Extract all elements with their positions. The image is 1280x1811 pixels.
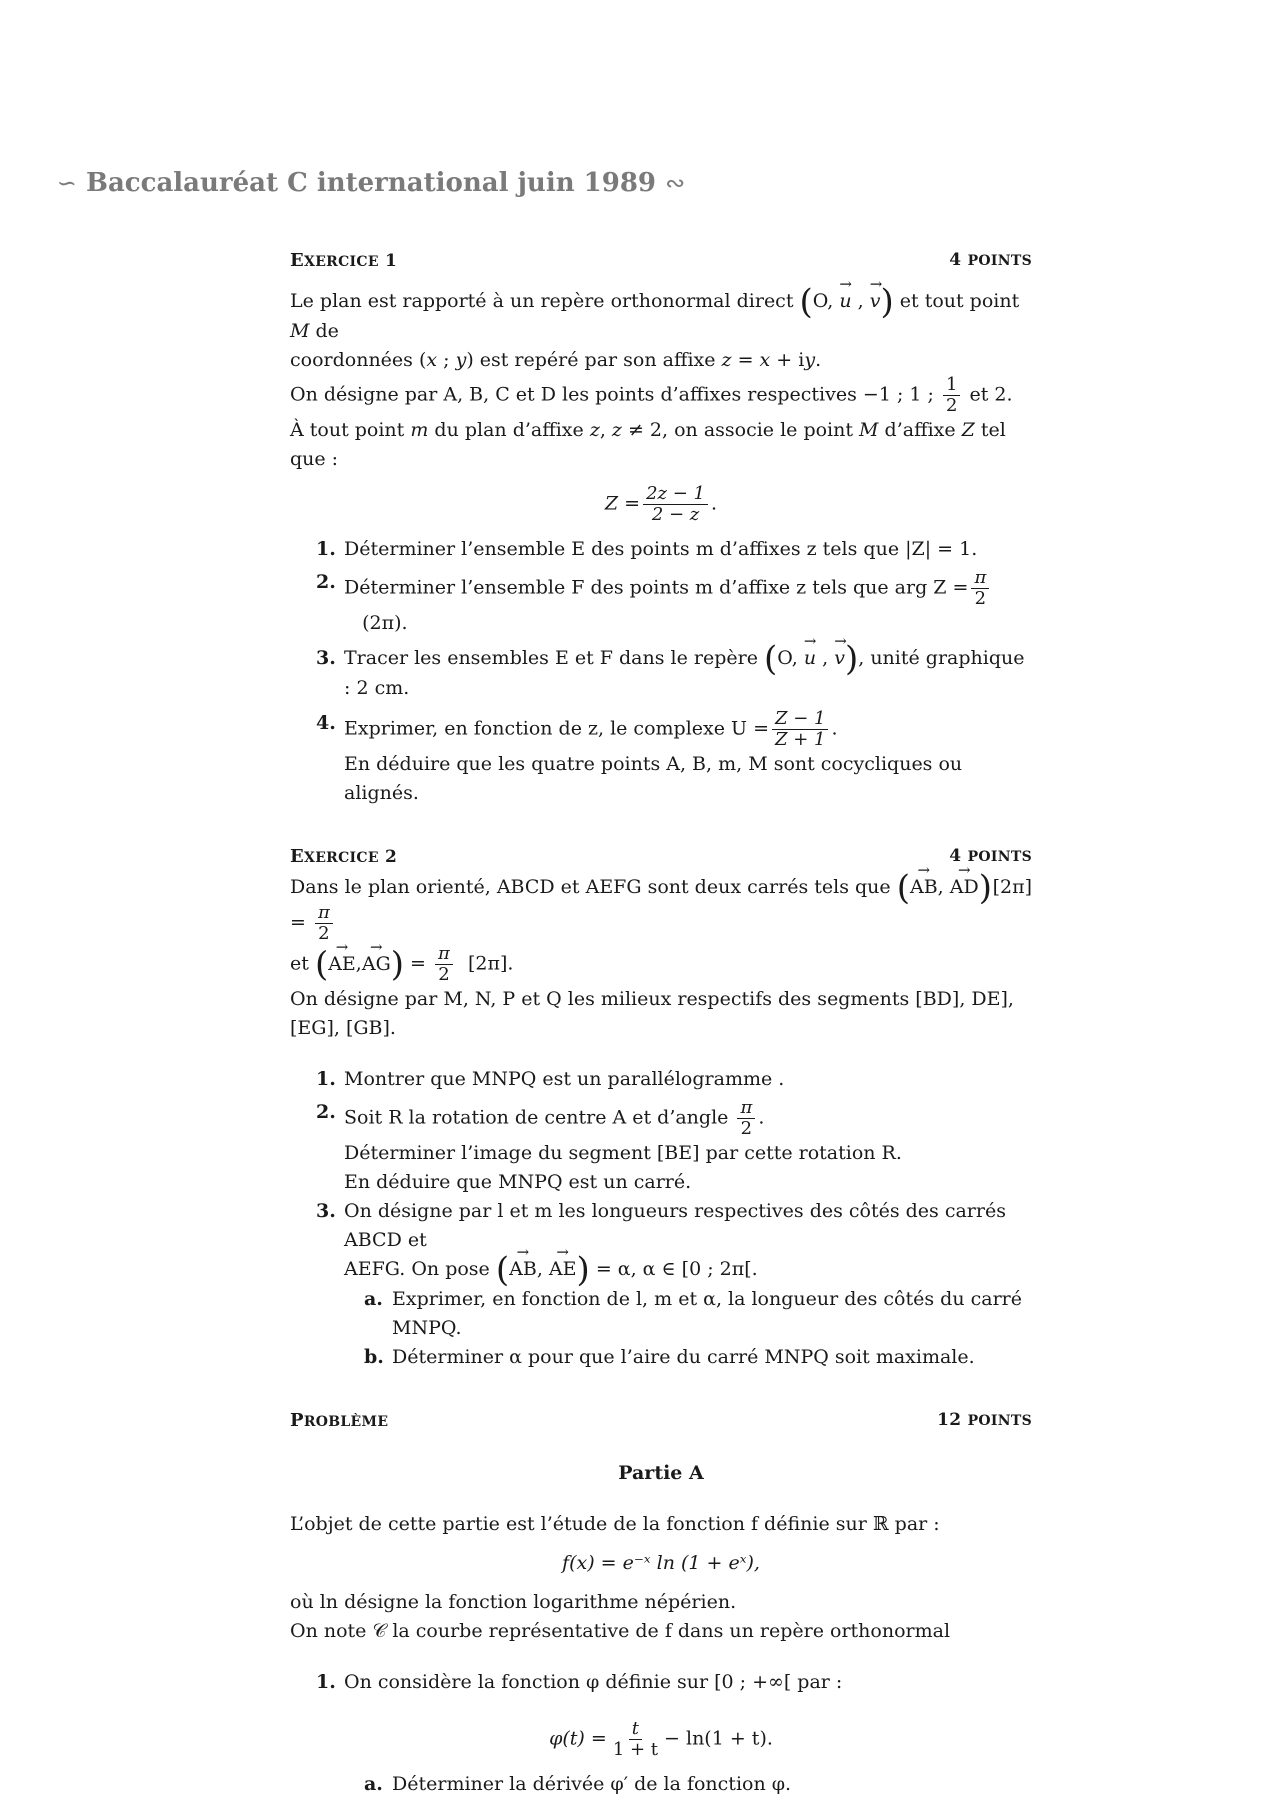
ex1-question-2: 2. Déterminer l’ensemble F des points m d’affixe z tels que arg Z = $\frac{\pi}{2}$ (2π). xyxy=(290,568,1032,638)
problem-points: 12 POINTS xyxy=(937,1410,1032,1430)
prob-question-1-subparts xyxy=(344,1770,1032,1799)
ornament-left-icon: ∽ xyxy=(56,169,77,197)
exercise-1-label: EXERCICE 1 xyxy=(290,250,398,271)
ex1-question-3: 3. Tracer les ensembles E et F dans le repère (O, → u , → v), unité graphique : 2 cm. xyxy=(290,644,1032,703)
exercise-1-points: 4 POINTS xyxy=(949,250,1032,270)
ex2-question-3: 3. On désigne par l et m les longueurs respectives des côtés des carrés ABCD et AEFG. On pose (→ AB, → AE) = α, α ∈ [0 ; 2π[. a. Exprimer, en fonction de l, m et α, la longueur des côtés du carré MNPQ. b. Déterminer α pour que l’aire du carré MNPQ soit maximale. xyxy=(290,1197,1032,1372)
prob-question-1a: a. Déterminer la dérivée φ′ de la fonction φ. xyxy=(364,1773,792,1795)
ex2-paragraph-1: Dans le plan orienté, ABCD et AEFG sont deux carrés tels que (→ AB, → AD) = $\frac{\pi}{2}$ [2π] xyxy=(290,873,1032,944)
ornament-right-icon: ∾ xyxy=(665,169,686,197)
ex1-questions xyxy=(290,535,1032,808)
exercise-2-points: 4 POINTS xyxy=(949,846,1032,866)
document-title xyxy=(0,168,742,198)
ex2-paragraph-3: On désigne par M, N, P et Q les milieux respectifs des segments [BD], DE], [EG], [GB]. xyxy=(290,988,1014,1039)
ex2-question-1: 1. Montrer que MNPQ est un parallélogramme . xyxy=(316,1068,785,1090)
ex2-question-3b: b. Déterminer α pour que l’aire du carré MNPQ soit maximale. xyxy=(364,1346,975,1368)
prob-questions xyxy=(290,1668,1032,1799)
title-text: Baccalauréat C international juin 1989 xyxy=(85,168,657,198)
prob-question-1: 1. On considère la fonction φ définie sur [0 ; +∞[ par : φ(t) = $\frac{t}{1 + t}$ − ln(1 + t). a. Déterminer la dérivée φ′ de la fonction φ. xyxy=(290,1668,1032,1799)
prob-formula-phi: φ(t) = $\frac{t}{1 + t}$ − ln(1 + t). xyxy=(549,1718,773,1760)
ex2-question-2: 2. Soit R la rotation de centre A et d’angle $\frac{\pi}{2}$ . Déterminer l’image du segment [BE] par cette rotation R. En déduire que MNPQ est un carré. xyxy=(316,1097,902,1193)
problem-label: PROBLÈME xyxy=(290,1410,389,1431)
partie-a-heading: Partie A xyxy=(618,1462,704,1484)
prob-paragraph-3: On note 𝒞 la courbe représentative de f dans un repère orthonormal xyxy=(290,1620,951,1642)
exercise-2-label: EXERCICE 2 xyxy=(290,846,398,867)
prob-paragraph-2: où ln désigne la fonction logarithme népérien. xyxy=(290,1591,737,1613)
ex2-question-3a: a. Exprimer, en fonction de l, m et α, la longueur des côtés du carré MNPQ. xyxy=(364,1288,1022,1339)
ex2-question-3-subparts xyxy=(344,1285,1032,1372)
ex1-question-1: 1. Déterminer l’ensemble E des points m d’affixes z tels que |Z| = 1. xyxy=(316,538,978,560)
ex1-question-4: 4. Exprimer, en fonction de z, le complexe U = $\frac{Z - 1}{Z + 1}$ . En déduire que les quatre points A, B, m, M sont cocycliques ou alignés. xyxy=(316,708,963,804)
exercise-1-header xyxy=(290,246,1032,277)
ex1-paragraph-4: À tout point m du plan d’affixe z, z ≠ 2, on associe le point M d’affixe Z tel que : xyxy=(290,419,1006,470)
ex1-paragraph-1: Le plan est rapporté à un repère orthonormal direct (O, → u , → v) et tout point M de xyxy=(290,287,1032,346)
prob-paragraph-1: L’objet de cette partie est l’étude de la fonction f définie sur ℝ par : xyxy=(290,1513,940,1535)
problem-header xyxy=(290,1406,1032,1437)
prob-formula-f: f(x) = e⁻ˣ ln (1 + eˣ), xyxy=(562,1552,760,1574)
ex2-paragraph-2: et (→ AE,→ AG) = $\frac{\pi}{2}$ [2π]. xyxy=(290,944,1032,985)
ex2-questions xyxy=(290,1065,1032,1372)
page-content xyxy=(290,246,1032,1799)
ex1-formula: Z = $\frac{2z - 1}{2 - z}$ . xyxy=(604,483,718,525)
ex1-paragraph-3: On désigne par A, B, C et D les points d’affixes respectives −1 ; 1 ; $\frac{1}{2}$ et 2. xyxy=(290,374,1013,416)
ex1-paragraph-2: coordonnées (x ; y) est repéré par son affixe z = x + iy. xyxy=(290,349,822,371)
